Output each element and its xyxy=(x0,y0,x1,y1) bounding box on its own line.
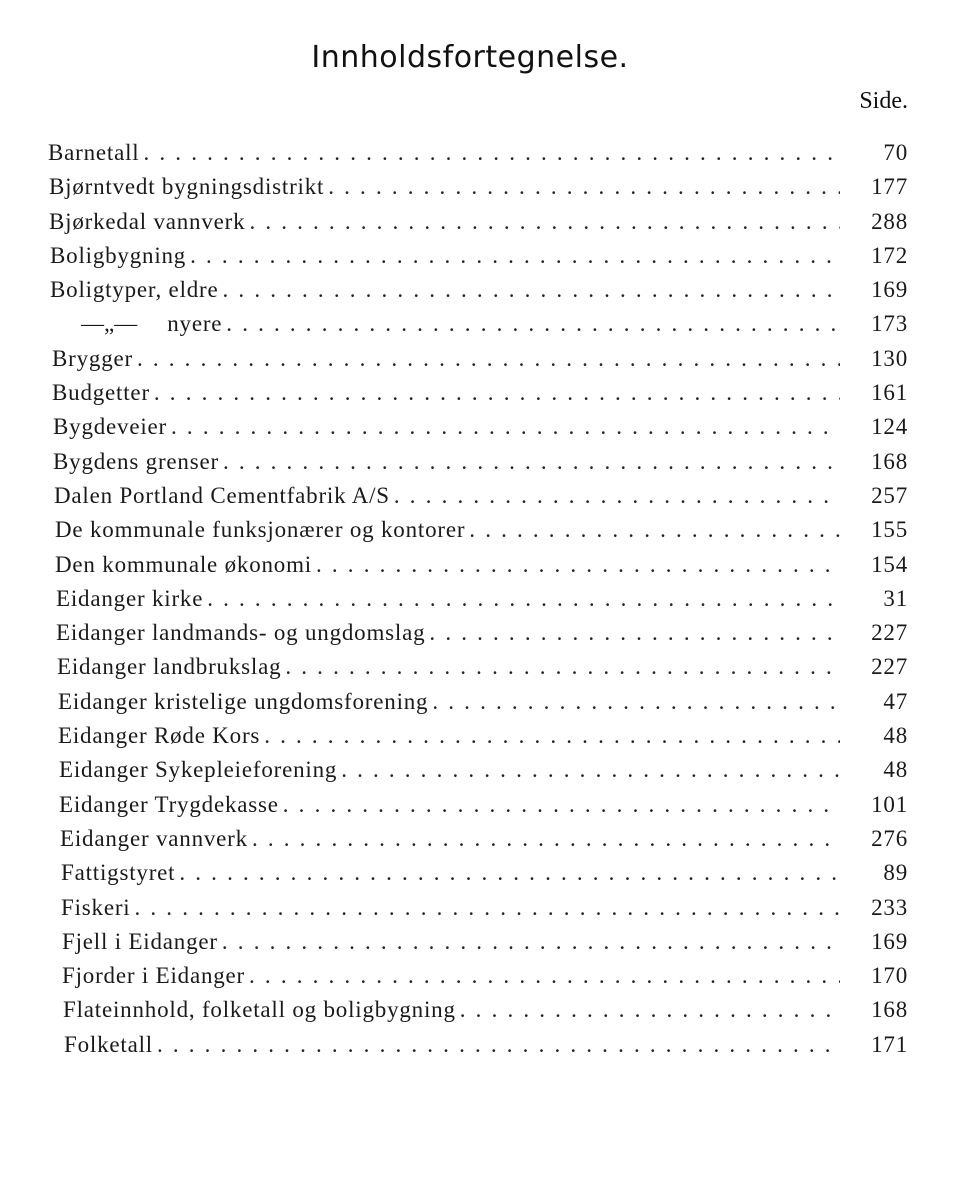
toc-entry-label: Boligbygning xyxy=(50,242,187,268)
toc-entry-label: Budgetter xyxy=(52,380,150,406)
dot-leader xyxy=(179,860,840,886)
dot-leader xyxy=(171,414,840,440)
toc-entry xyxy=(0,243,960,277)
toc-entry-page-number: 154 xyxy=(871,551,908,577)
toc-entry-page-number: 124 xyxy=(871,414,908,440)
page-column-header: Side. xyxy=(859,88,908,114)
toc-entry-label: Flateinnhold, folketall og boligbygning xyxy=(63,997,456,1023)
toc-entry-page-number: 161 xyxy=(871,380,908,406)
toc-entry-page-number: 47 xyxy=(883,688,908,714)
toc-entry xyxy=(0,414,960,448)
table-of-contents xyxy=(0,140,960,1066)
toc-entry-page-number: 276 xyxy=(871,825,908,851)
toc-entry-page-number: 288 xyxy=(871,208,908,234)
toc-entry-label: Bygdeveier xyxy=(53,414,168,440)
toc-entry-label: Eidanger Røde Kors xyxy=(58,723,261,749)
dot-leader xyxy=(264,723,840,749)
toc-entry-page-number: 227 xyxy=(871,620,908,646)
toc-entry-label: Den kommunale økonomi xyxy=(55,551,312,577)
toc-entry-page-number: 173 xyxy=(871,311,908,337)
toc-entry xyxy=(0,449,960,483)
toc-entry-label: Eidanger kirke xyxy=(56,585,204,611)
toc-entry-label: Barnetall xyxy=(48,140,140,165)
toc-entry-label: Eidanger landbrukslag xyxy=(57,654,282,680)
dot-leader xyxy=(223,277,840,303)
dot-leader xyxy=(460,997,840,1023)
toc-entry-label: Eidanger landmands- og ungdomslag xyxy=(56,620,426,646)
dot-leader xyxy=(157,1032,840,1058)
toc-entry xyxy=(0,757,960,791)
toc-entry-label: Eidanger Sykepleieforening xyxy=(59,757,338,783)
toc-entry xyxy=(0,689,960,723)
dot-leader xyxy=(316,552,840,578)
toc-entry-page-number: 172 xyxy=(871,242,908,268)
toc-entry xyxy=(0,209,960,243)
dot-leader xyxy=(328,174,840,200)
toc-entry-label: Fattigstyret xyxy=(61,860,176,886)
toc-entry-page-number: 48 xyxy=(883,757,908,783)
toc-entry xyxy=(0,997,960,1031)
toc-entry-label: Dalen Portland Cementfabrik A/S xyxy=(54,482,390,508)
toc-entry-page-number: 257 xyxy=(871,482,908,508)
toc-entry-page-number: 155 xyxy=(871,517,908,543)
toc-entry xyxy=(0,654,960,688)
toc-entry xyxy=(0,826,960,860)
toc-entry xyxy=(0,380,960,414)
toc-entry xyxy=(0,586,960,620)
toc-entry xyxy=(0,963,960,997)
toc-entry-label: Brygger xyxy=(52,345,133,371)
dot-leader xyxy=(154,380,840,406)
dot-leader xyxy=(144,140,841,166)
toc-entry-label: Boligtyper, eldre xyxy=(50,277,219,303)
dot-leader xyxy=(190,243,840,269)
toc-entry-label: De kommunale funksjonærer og kontorer xyxy=(55,517,466,543)
dot-leader xyxy=(223,449,840,475)
toc-entry-page-number: 177 xyxy=(871,174,908,200)
toc-entry-page-number: 233 xyxy=(871,894,908,920)
dot-leader xyxy=(469,517,840,543)
dot-leader xyxy=(283,792,840,818)
dot-leader xyxy=(341,757,840,783)
toc-entry xyxy=(0,860,960,894)
toc-entry xyxy=(0,620,960,654)
dot-leader xyxy=(429,620,840,646)
toc-entry-page-number: 168 xyxy=(871,997,908,1023)
toc-entry-label: Folketall xyxy=(64,1031,153,1057)
dot-leader xyxy=(249,209,840,235)
dot-leader xyxy=(249,963,840,989)
toc-entry-page-number: 70 xyxy=(883,140,908,165)
toc-entry-page-number: 169 xyxy=(871,277,908,303)
toc-entry-sublabel: nyere xyxy=(167,311,223,337)
dot-leader xyxy=(394,483,840,509)
toc-entry xyxy=(0,1032,960,1066)
dot-leader xyxy=(137,346,840,372)
toc-entry-page-number: 48 xyxy=(883,723,908,749)
toc-entry xyxy=(0,277,960,311)
toc-entry-page-number: 171 xyxy=(871,1031,908,1057)
toc-entry-page-number: 169 xyxy=(871,928,908,954)
toc-entry xyxy=(0,792,960,826)
toc-entry-label: Fjell i Eidanger xyxy=(62,928,218,954)
toc-entry xyxy=(0,483,960,517)
toc-entry-label: Eidanger vannverk xyxy=(60,825,248,851)
toc-entry-page-number: 170 xyxy=(871,963,908,989)
toc-entry-page-number: 227 xyxy=(871,654,908,680)
toc-entry-label: Eidanger kristelige ungdomsforening xyxy=(58,688,429,714)
toc-entry-page-number: 101 xyxy=(871,791,908,817)
toc-entry-label: Eidanger Trygdekasse xyxy=(59,791,279,817)
toc-entry-label: Fjorder i Eidanger xyxy=(62,963,246,989)
toc-entry xyxy=(0,346,960,380)
toc-entry xyxy=(0,929,960,963)
toc-entry xyxy=(0,552,960,586)
dot-leader xyxy=(285,654,840,680)
toc-entry xyxy=(0,895,960,929)
dot-leader xyxy=(135,895,841,921)
toc-entry xyxy=(0,311,960,345)
toc-entry xyxy=(0,723,960,757)
dot-leader xyxy=(226,311,840,337)
toc-entry-label: Bjørntvedt bygningsdistrikt xyxy=(49,174,325,200)
toc-entry xyxy=(0,517,960,551)
dot-leader xyxy=(207,586,840,612)
toc-entry xyxy=(0,140,960,174)
toc-entry-label: —„— xyxy=(81,311,138,337)
page-title: Innholdsfortegnelse. xyxy=(311,40,629,75)
dot-leader xyxy=(222,929,840,955)
toc-entry-label: Bjørkedal vannverk xyxy=(49,208,246,234)
toc-entry-label: Fiskeri xyxy=(61,894,131,920)
toc-entry-page-number: 89 xyxy=(883,860,908,886)
dot-leader xyxy=(432,689,840,715)
toc-entry-page-number: 31 xyxy=(883,585,908,611)
toc-entry-label: Bygdens grenser xyxy=(53,448,219,474)
toc-entry xyxy=(0,174,960,208)
dot-leader xyxy=(252,826,840,852)
toc-entry-page-number: 130 xyxy=(871,345,908,371)
toc-entry-page-number: 168 xyxy=(871,448,908,474)
